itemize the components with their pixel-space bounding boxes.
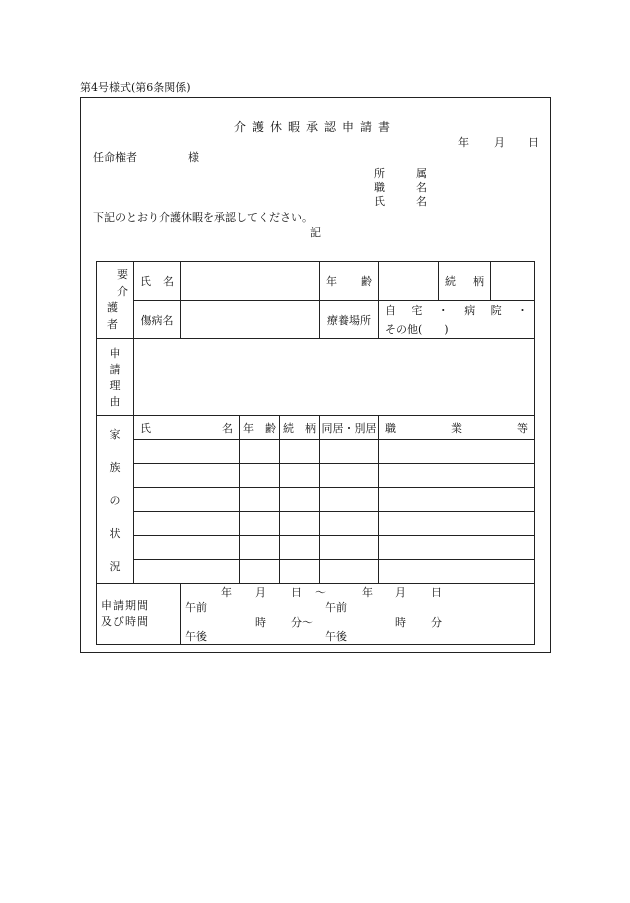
family-row [97, 512, 535, 536]
family-occupation-field[interactable] [379, 488, 535, 512]
period-start-year: 年 [221, 586, 232, 599]
care-recipient-name-field[interactable] [181, 262, 320, 301]
family-residence-field[interactable] [320, 488, 379, 512]
period-start-hour: 時 [255, 616, 266, 629]
care-recipient-relation-field[interactable] [491, 262, 534, 300]
period-end-hour: 時 [395, 616, 406, 629]
period-end-minute: 分 [431, 616, 442, 629]
family-name-field[interactable] [134, 440, 240, 464]
family-name-field[interactable] [134, 512, 240, 536]
family-row [97, 536, 535, 560]
form-title: 介護休暇承認申請書 [233, 120, 396, 134]
period-label-cell [97, 584, 181, 645]
period-end-day: 日 [431, 586, 442, 599]
family-residence-field[interactable] [320, 464, 379, 488]
family-age-field[interactable] [240, 488, 280, 512]
period-field[interactable] [181, 584, 535, 645]
family-relation-field[interactable] [280, 560, 320, 584]
family-occupation-field[interactable] [379, 560, 535, 584]
form-number-label: 第4号様式(第6条関係) [80, 81, 191, 94]
reason-label-cell: 申 請 理 由 [97, 339, 134, 416]
care-recipient-age-field[interactable] [379, 262, 439, 301]
requester-affiliation-label: 所 属 [374, 167, 437, 180]
family-name-field[interactable] [134, 536, 240, 560]
family-residence-field[interactable] [320, 440, 379, 464]
period-start-am: 午前 [185, 601, 207, 614]
period-label-2: 及び時間 [101, 615, 149, 628]
care-place-options: 自 宅 ・ 病 院 ・ その他( ) [379, 301, 535, 339]
family-occupation-field[interactable] [379, 464, 535, 488]
family-row [97, 440, 535, 464]
care-recipient-relation-label: 続 柄 [439, 262, 491, 300]
family-relation-field[interactable] [280, 488, 320, 512]
family-relation-header: 続 柄 [280, 416, 320, 440]
requester-name-label: 氏 名 [374, 195, 437, 208]
addressee-honorific: 様 [188, 151, 199, 164]
family-relation-field[interactable] [280, 512, 320, 536]
family-residence-field[interactable] [320, 560, 379, 584]
care-recipient-label-b: 護 者 [107, 301, 129, 331]
family-occupation-field[interactable] [379, 440, 535, 464]
care-recipient-relation-cell [439, 262, 535, 301]
period-end-month: 月 [395, 586, 406, 599]
date-day: 日 [528, 136, 539, 149]
family-occupation-field[interactable] [379, 512, 535, 536]
requester-position-label: 職 名 [374, 181, 437, 194]
family-name-field[interactable] [134, 464, 240, 488]
family-occupation-field[interactable] [379, 536, 535, 560]
request-statement: 下記のとおり介護休暇を承認してください。 [93, 211, 313, 224]
illness-field[interactable] [181, 301, 320, 339]
reason-field[interactable] [134, 339, 535, 416]
record-mark: 記 [310, 226, 321, 239]
family-name-field[interactable] [134, 560, 240, 584]
illness-label: 傷病名 [134, 301, 181, 339]
period-end-year: 年 [362, 586, 373, 599]
care-recipient-name-label: 氏 名 [134, 262, 181, 301]
family-relation-field[interactable] [280, 536, 320, 560]
care-place-label: 療養場所 [320, 301, 379, 339]
family-row [97, 464, 535, 488]
family-age-field[interactable] [240, 512, 280, 536]
date-year: 年 [458, 136, 469, 149]
care-place-other: その他( ) [385, 323, 449, 336]
date-month: 月 [494, 136, 505, 149]
family-residence-header: 同居・別居 [320, 416, 379, 440]
period-end-pm: 午後 [325, 630, 347, 643]
family-age-field[interactable] [240, 440, 280, 464]
family-name-field[interactable] [134, 488, 240, 512]
family-label-cell: 家 族 の 状 況 [97, 416, 134, 584]
family-name-header: 氏 名 [134, 416, 240, 440]
care-recipient-label-cell [97, 262, 139, 339]
family-residence-field[interactable] [320, 536, 379, 560]
period-start-day: 日 [291, 586, 302, 599]
period-start-minute: 分〜 [291, 616, 313, 629]
family-relation-field[interactable] [280, 464, 320, 488]
family-occupation-header: 職 業 等 [379, 416, 535, 440]
family-row [97, 488, 535, 512]
care-recipient-age-label: 年 齢 [320, 262, 379, 301]
family-row [97, 560, 535, 584]
period-start-month: 月 [255, 586, 266, 599]
family-age-field[interactable] [240, 560, 280, 584]
family-residence-field[interactable] [320, 512, 379, 536]
addressee-name: 任命権者 [93, 151, 137, 164]
family-age-field[interactable] [240, 536, 280, 560]
application-table [96, 261, 535, 645]
family-relation-field[interactable] [280, 440, 320, 464]
period-label-1: 申請期間 [101, 598, 149, 612]
period-end-am: 午前 [325, 601, 347, 614]
family-age-header: 年 齢 [240, 416, 280, 440]
family-age-field[interactable] [240, 464, 280, 488]
period-tilde: 〜 [315, 586, 326, 599]
period-start-pm: 午後 [185, 630, 207, 643]
care-recipient-label-a: 要 介 [117, 268, 139, 298]
